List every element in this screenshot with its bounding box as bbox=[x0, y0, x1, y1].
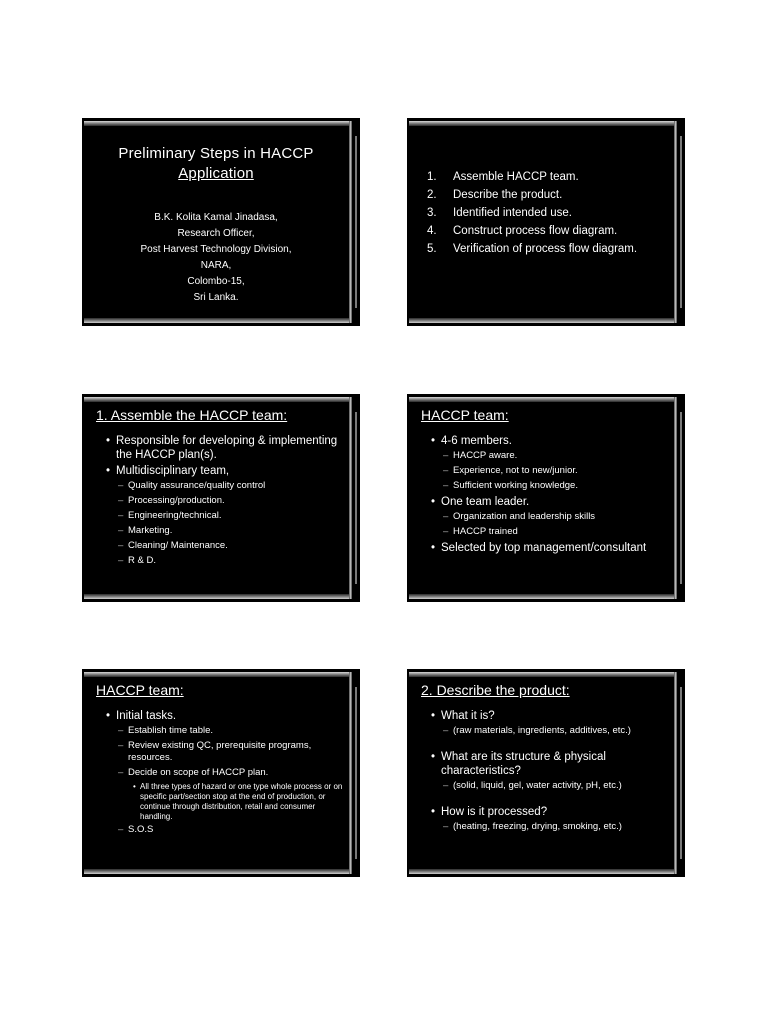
sub-bullet: – Engineering/technical. bbox=[96, 510, 346, 522]
sub-bullet: – HACCP aware. bbox=[421, 450, 671, 462]
sub-bullet: – Review existing QC, prerequisite programs, resources. bbox=[96, 740, 346, 764]
bullet: • What are its structure & physical characteristics? bbox=[421, 750, 671, 778]
sub-bullet: – Experience, not to new/junior. bbox=[421, 465, 671, 477]
slide-steps-list bbox=[407, 118, 685, 326]
slide-haccp-team-2 bbox=[82, 669, 360, 877]
sub-bullet: – Sufficient working knowledge. bbox=[421, 480, 671, 492]
slide-heading: HACCP team: bbox=[96, 682, 184, 698]
sub-sub-bullet: • All three types of hazard or one type whole process or on specific part/section stop at the end of production, or continue through distribution, retail and consumer handling. bbox=[96, 782, 346, 822]
list-item: 1. Assemble HACCP team. bbox=[427, 171, 579, 183]
bullet: • Initial tasks. bbox=[96, 709, 346, 723]
steps-list bbox=[427, 168, 637, 258]
sub-bullet: – Quality assurance/quality control bbox=[96, 480, 346, 492]
slide-haccp-team-1 bbox=[407, 394, 685, 602]
bullet: • One team leader. bbox=[421, 495, 671, 509]
slide-assemble-team bbox=[82, 394, 360, 602]
sub-bullet: – (solid, liquid, gel, water activity, pH, etc.) bbox=[421, 780, 671, 792]
bullet: • How is it processed? bbox=[421, 805, 671, 819]
sub-bullet: – Marketing. bbox=[96, 525, 346, 537]
sub-bullet: – Decide on scope of HACCP plan. bbox=[96, 767, 346, 779]
sub-bullet: – (heating, freezing, drying, smoking, etc.) bbox=[421, 821, 671, 833]
bullet: • 4-6 members. bbox=[421, 434, 671, 448]
bullet: • Responsible for developing & implementing the HACCP plan(s). bbox=[96, 434, 346, 462]
bullet: • What it is? bbox=[421, 709, 671, 723]
sub-bullet: – Cleaning/ Maintenance. bbox=[96, 540, 346, 552]
slide-heading: HACCP team: bbox=[421, 407, 509, 423]
slide-body bbox=[421, 709, 671, 836]
sub-bullet: – R & D. bbox=[96, 555, 346, 567]
presentation-title: Preliminary Steps in HACCP Application bbox=[118, 145, 314, 182]
slide-body bbox=[96, 434, 346, 570]
list-item: 5. Verification of process flow diagram. bbox=[427, 243, 638, 255]
slide-heading: 2. Describe the product: bbox=[421, 682, 570, 698]
list-item: 2. Describe the product. bbox=[427, 189, 563, 201]
sub-bullet: – HACCP trained bbox=[421, 526, 671, 538]
bullet: • Multidisciplinary team, bbox=[96, 464, 346, 478]
slide-title-page bbox=[82, 118, 360, 326]
sub-bullet: – S.O.S bbox=[96, 824, 346, 836]
list-item: 3. Identified intended use. bbox=[427, 207, 572, 219]
sub-bullet: – Establish time table. bbox=[96, 725, 346, 737]
slide-describe-product bbox=[407, 669, 685, 877]
slide-body bbox=[96, 709, 346, 839]
slide-body bbox=[421, 434, 671, 557]
slide-heading: 1. Assemble the HACCP team: bbox=[96, 407, 288, 423]
author-block: B.K. Kolita Kamal Jinadasa, Research Officer, Post Harvest Technology Division, NARA, Colombo-15, Sri Lanka. bbox=[140, 212, 292, 303]
sub-bullet: – (raw materials, ingredients, additives, etc.) bbox=[421, 725, 671, 737]
bullet: • Selected by top management/consultant bbox=[421, 541, 671, 555]
list-item: 4. Construct process flow diagram. bbox=[427, 225, 618, 237]
sub-bullet: – Processing/production. bbox=[96, 495, 346, 507]
sub-bullet: – Organization and leadership skills bbox=[421, 511, 671, 523]
